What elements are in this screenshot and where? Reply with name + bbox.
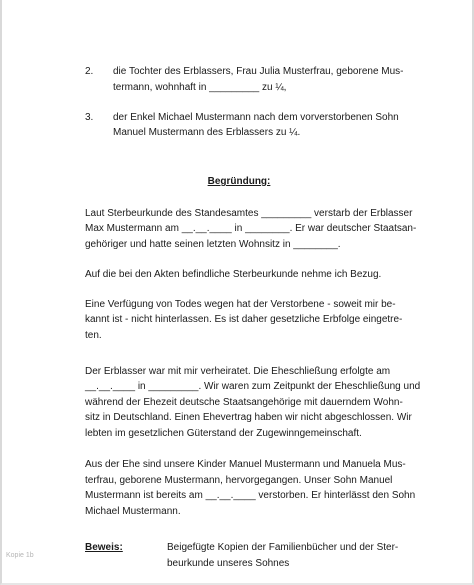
section-heading: Begründung: xyxy=(207,176,271,187)
paragraph-line: Eine Verfügung von Todes wegen hat der Verstorbene - soweit mir be- xyxy=(85,299,396,310)
paragraph-line: __.__.____ in _________. Wir waren zum Zeitpunkt der Eheschließung und xyxy=(85,381,421,392)
list-item-line: termann, wohnhaft in _________ zu ¼, xyxy=(113,82,287,93)
beweis-line: Beigefügte Kopien der Familienbücher und der Ster- xyxy=(167,542,399,553)
paragraph-line: während der Ehezeit deutsche Staatsangehörige mit dauerndem Wohn- xyxy=(85,397,403,408)
paragraph-line: kannt ist - nicht hinterlassen. Es ist daher gesetzliche Erbfolge eingetre- xyxy=(85,314,403,325)
list-item-line: der Enkel Michael Mustermann nach dem vorverstorbenen Sohn xyxy=(113,112,399,123)
paragraph-line: Laut Sterbeurkunde des Standesamtes _________ verstarb der Erblasser xyxy=(85,208,413,219)
paragraph-line: gehöriger und hatte seinen letzten Wohnsitz in ________. xyxy=(85,239,341,250)
beweis-label: Beweis: xyxy=(85,542,123,553)
paragraph-line: Der Erblasser war mit mir verheiratet. Die Eheschließung erfolgte am xyxy=(85,366,391,377)
paragraph-line: Auf die bei den Akten befindliche Sterbeurkunde nehme ich Bezug. xyxy=(85,269,382,280)
beweis-line: beurkunde unseres Sohnes xyxy=(167,558,290,569)
paragraph-line: lebten im gesetzlichen Güterstand der Zugewinngemeinschaft. xyxy=(85,428,362,439)
list-item-number: 3. xyxy=(85,112,94,123)
watermark-text: Kopie 1b xyxy=(6,552,34,559)
paragraph-line: sitz in Deutschland. Einen Ehevertrag haben wir nicht abgeschlossen. Wir xyxy=(85,412,412,423)
list-item-line: die Tochter des Erblassers, Frau Julia Musterfrau, geborene Mus- xyxy=(113,66,404,77)
paragraph-line: Aus der Ehe sind unsere Kinder Manuel Mustermann und Manuela Mus- xyxy=(85,459,406,470)
list-item-number: 2. xyxy=(85,66,94,77)
paragraph-line: Max Mustermann am __.__.____ in ________. Er war deutscher Staatsan- xyxy=(85,223,417,234)
paragraph-line: Michael Mustermann. xyxy=(85,506,181,517)
list-item-line: Manuel Mustermann des Erblassers zu ¼. xyxy=(113,127,301,138)
paragraph-line: terfrau, geborene Mustermann, hervorgegangen. Unser Sohn Manuel xyxy=(85,475,393,486)
paragraph-line: Mustermann ist bereits am __.__.____ verstorben. Er hinterlässt den Sohn xyxy=(85,490,416,501)
paragraph-line: ten. xyxy=(85,330,102,341)
